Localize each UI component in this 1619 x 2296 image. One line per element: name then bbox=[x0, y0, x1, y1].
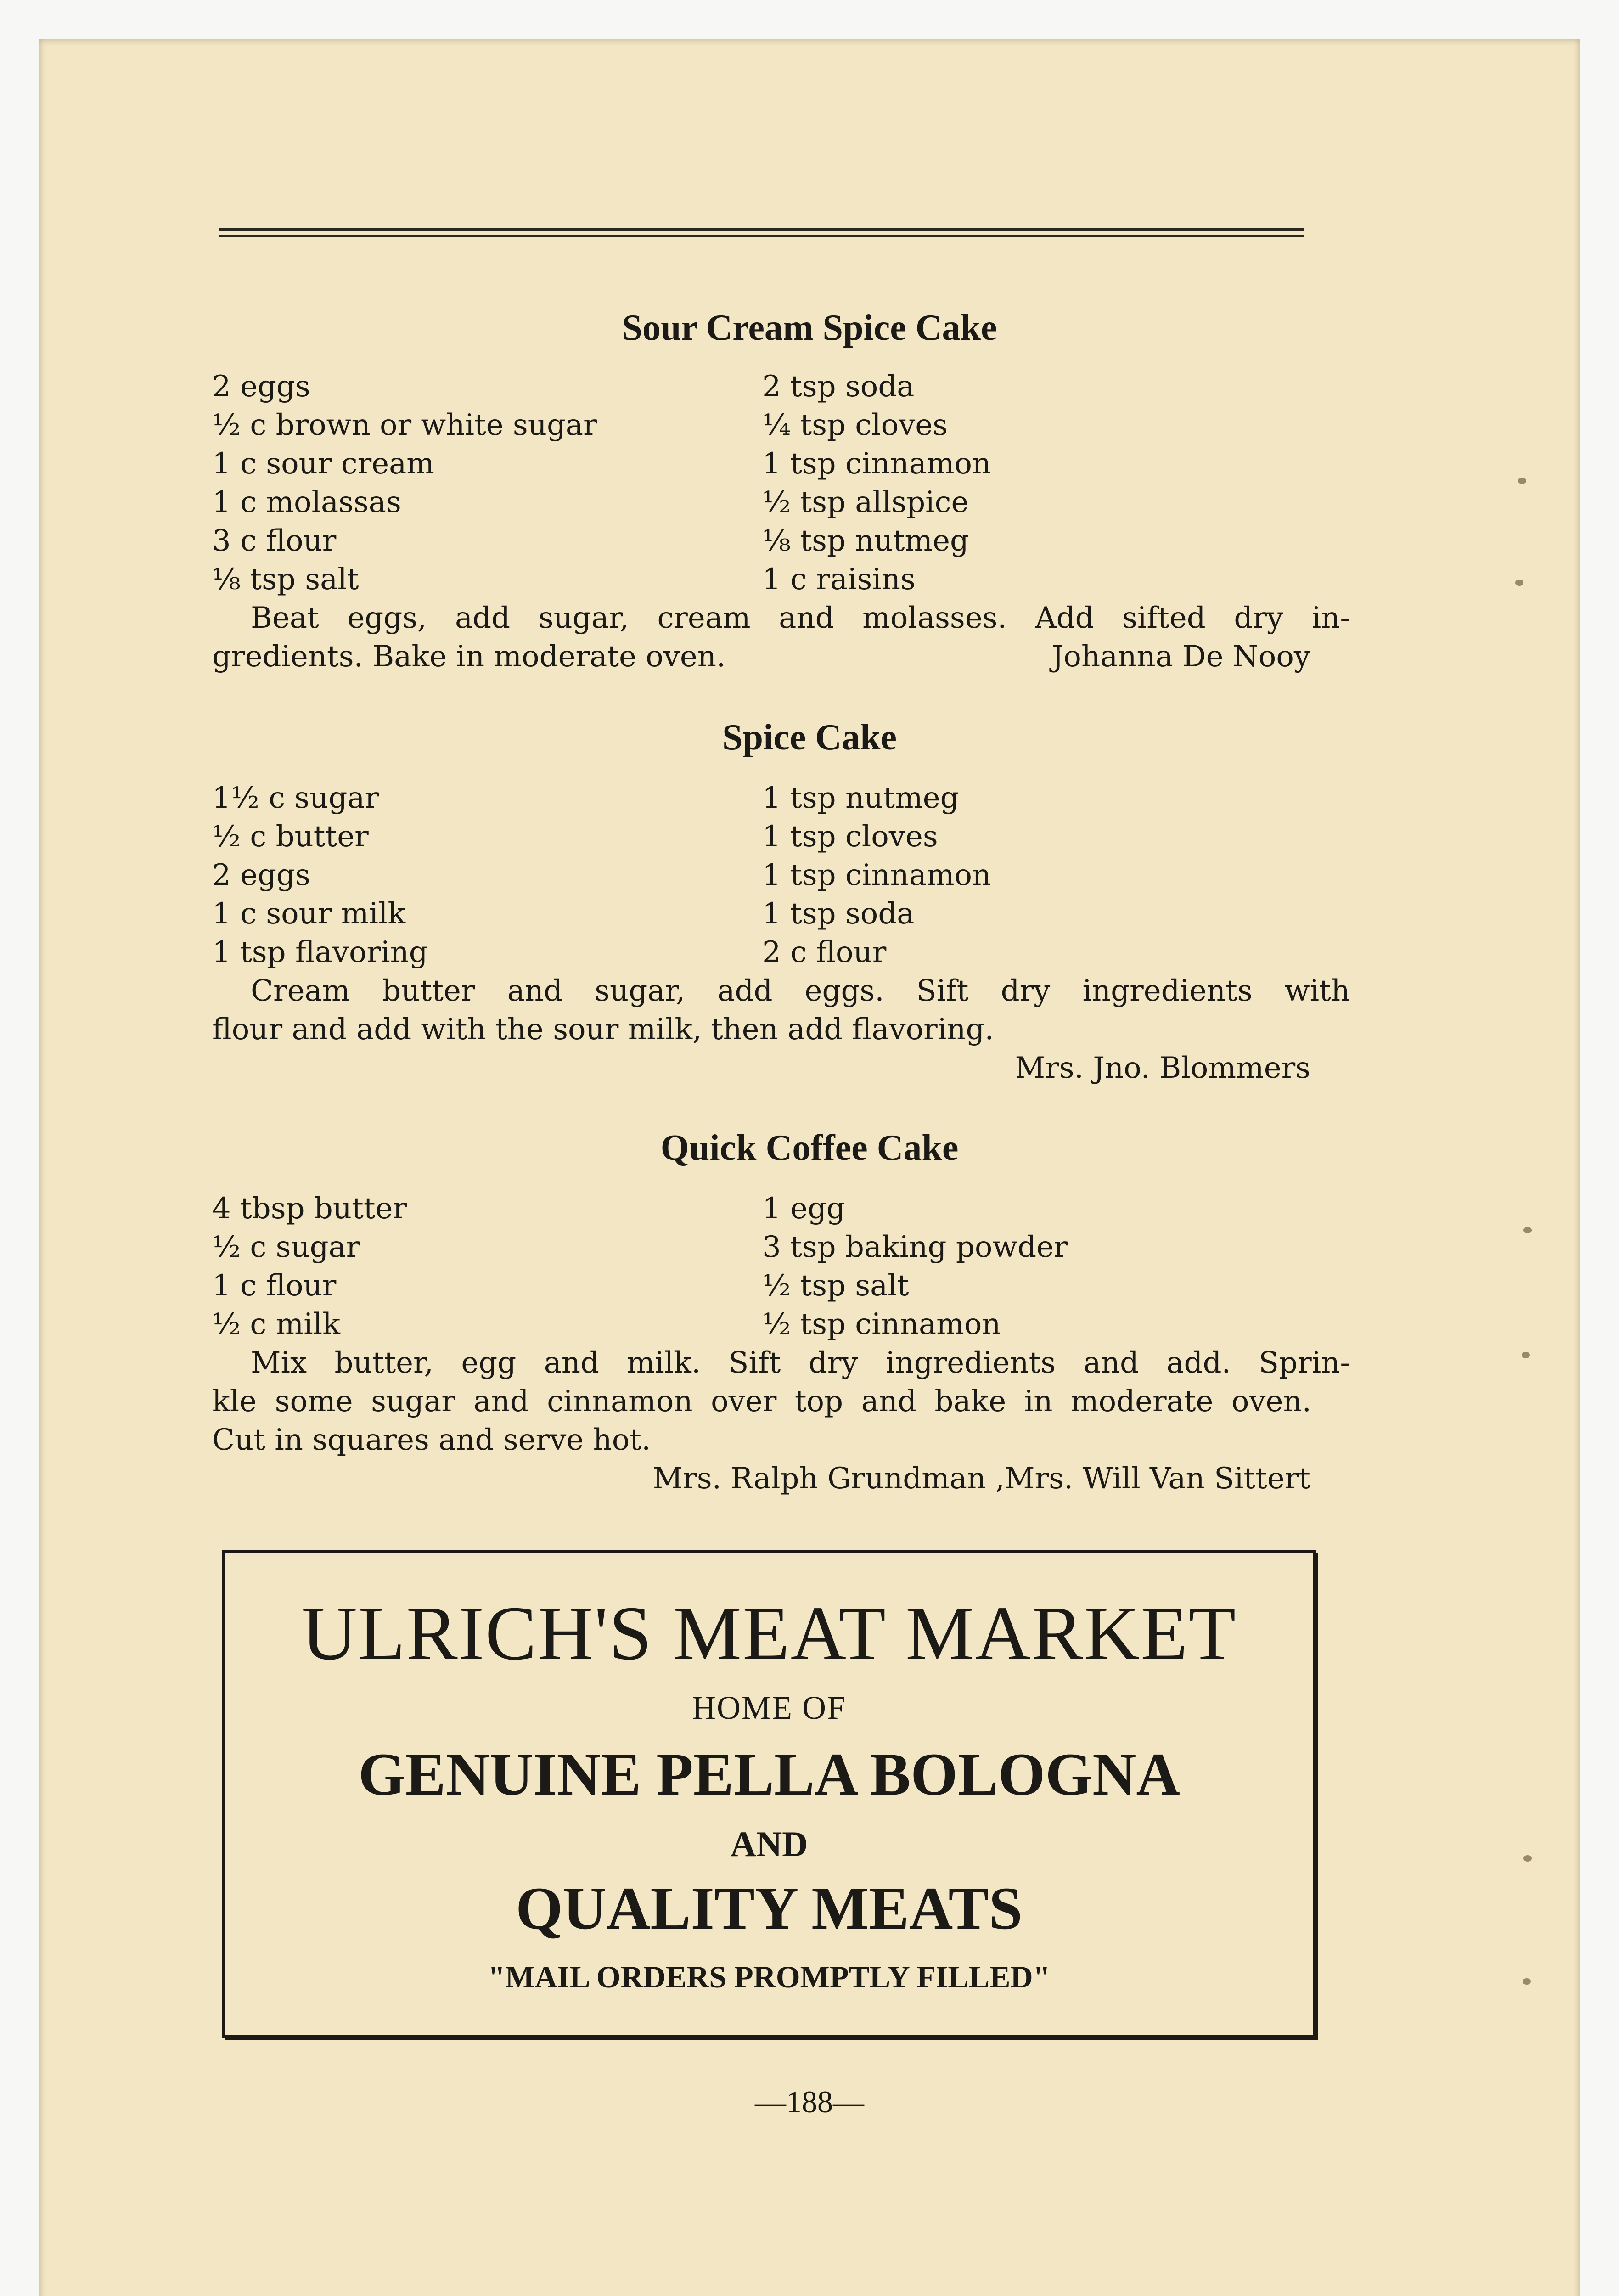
top-double-rule bbox=[219, 228, 1304, 240]
ingredient: 2 eggs bbox=[212, 858, 310, 892]
directions-line: Cut in squares and serve hot. bbox=[212, 1423, 651, 1457]
ingredient: ¼ tsp cloves bbox=[762, 408, 948, 442]
ingredient: 2 tsp soda bbox=[762, 370, 915, 404]
ingredient: 2 c flour bbox=[762, 935, 887, 969]
ingredient: 1 tsp nutmeg bbox=[762, 781, 959, 815]
ingredient: 1½ c sugar bbox=[212, 781, 379, 815]
ingredient: ½ tsp allspice bbox=[762, 485, 969, 519]
binding-hole-mark bbox=[1523, 1978, 1531, 1985]
ingredient: 1 tsp soda bbox=[762, 897, 915, 931]
ingredient: 3 tsp baking powder bbox=[762, 1230, 1068, 1264]
ingredient: ½ c sugar bbox=[212, 1230, 360, 1264]
ingredient: 1 egg bbox=[762, 1192, 845, 1226]
ad-and: AND bbox=[730, 1824, 808, 1864]
ingredient: 1 c molassas bbox=[212, 485, 401, 519]
ingredient: ⅛ tsp salt bbox=[212, 563, 359, 597]
directions-line: flour and add with the sour milk, then add flavoring. bbox=[212, 1013, 994, 1047]
directions-line: Mix butter, egg and milk. Sift dry ingredients and add. Sprin- bbox=[251, 1346, 1350, 1380]
ingredient: 3 c flour bbox=[212, 524, 337, 558]
recipe-signature: Mrs. Ralph Grundman ,Mrs. Will Van Sittert bbox=[652, 1462, 1310, 1496]
recipe-signature: Mrs. Jno. Blommers bbox=[1015, 1051, 1310, 1085]
ingredient: 1 tsp flavoring bbox=[212, 935, 428, 969]
ingredient: 1 c raisins bbox=[762, 563, 916, 597]
binding-hole-mark bbox=[1523, 1855, 1532, 1862]
ingredient: ½ c milk bbox=[212, 1307, 340, 1341]
recipe-title: Quick Coffee Cake bbox=[660, 1128, 959, 1168]
directions-line: Cream butter and sugar, add eggs. Sift dry ingredients with bbox=[251, 974, 1350, 1008]
ad-quality-meats: QUALITY MEATS bbox=[516, 1874, 1023, 1942]
binding-hole-mark bbox=[1515, 580, 1523, 586]
ingredient: 2 eggs bbox=[212, 370, 310, 404]
ingredient: ½ c brown or white sugar bbox=[212, 408, 597, 442]
ingredient: ½ tsp salt bbox=[762, 1269, 909, 1303]
directions-line: kle some sugar and cinnamon over top and bake in moderate oven. bbox=[212, 1384, 1311, 1418]
ad-home-of: HOME OF bbox=[691, 1689, 847, 1726]
binding-hole-mark bbox=[1522, 1352, 1530, 1358]
ad-mail-orders: "MAIL ORDERS PROMPTLY FILLED" bbox=[488, 1959, 1051, 1994]
page-number: —188— bbox=[755, 2084, 864, 2119]
ingredient: 1 c sour milk bbox=[212, 897, 406, 931]
ad-business-name: ULRICH'S MEAT MARKET bbox=[301, 1591, 1237, 1676]
recipe-title: Sour Cream Spice Cake bbox=[622, 308, 997, 348]
binding-hole-mark bbox=[1523, 1227, 1532, 1233]
ingredient: ⅛ tsp nutmeg bbox=[762, 524, 969, 558]
recipe-signature: Johanna De Nooy bbox=[1051, 640, 1310, 674]
advertisement-box bbox=[222, 1550, 1316, 2038]
ingredient: 1 tsp cinnamon bbox=[762, 447, 991, 481]
ingredient: 4 tbsp butter bbox=[212, 1192, 407, 1226]
ingredient: 1 tsp cinnamon bbox=[762, 858, 991, 892]
ingredient: 1 c sour cream bbox=[212, 447, 434, 481]
ingredient: 1 c flour bbox=[212, 1269, 337, 1303]
ingredient: ½ tsp cinnamon bbox=[762, 1307, 1001, 1341]
binding-hole-mark bbox=[1518, 478, 1526, 484]
ingredient: 1 tsp cloves bbox=[762, 820, 938, 854]
directions-line: gredients. Bake in moderate oven. bbox=[212, 640, 726, 674]
ad-product: GENUINE PELLA BOLOGNA bbox=[358, 1740, 1180, 1808]
directions-line: Beat eggs, add sugar, cream and molasses. Add sifted dry in- bbox=[251, 601, 1350, 635]
recipe-title: Spice Cake bbox=[722, 717, 897, 758]
ingredient: ½ c butter bbox=[212, 820, 369, 854]
